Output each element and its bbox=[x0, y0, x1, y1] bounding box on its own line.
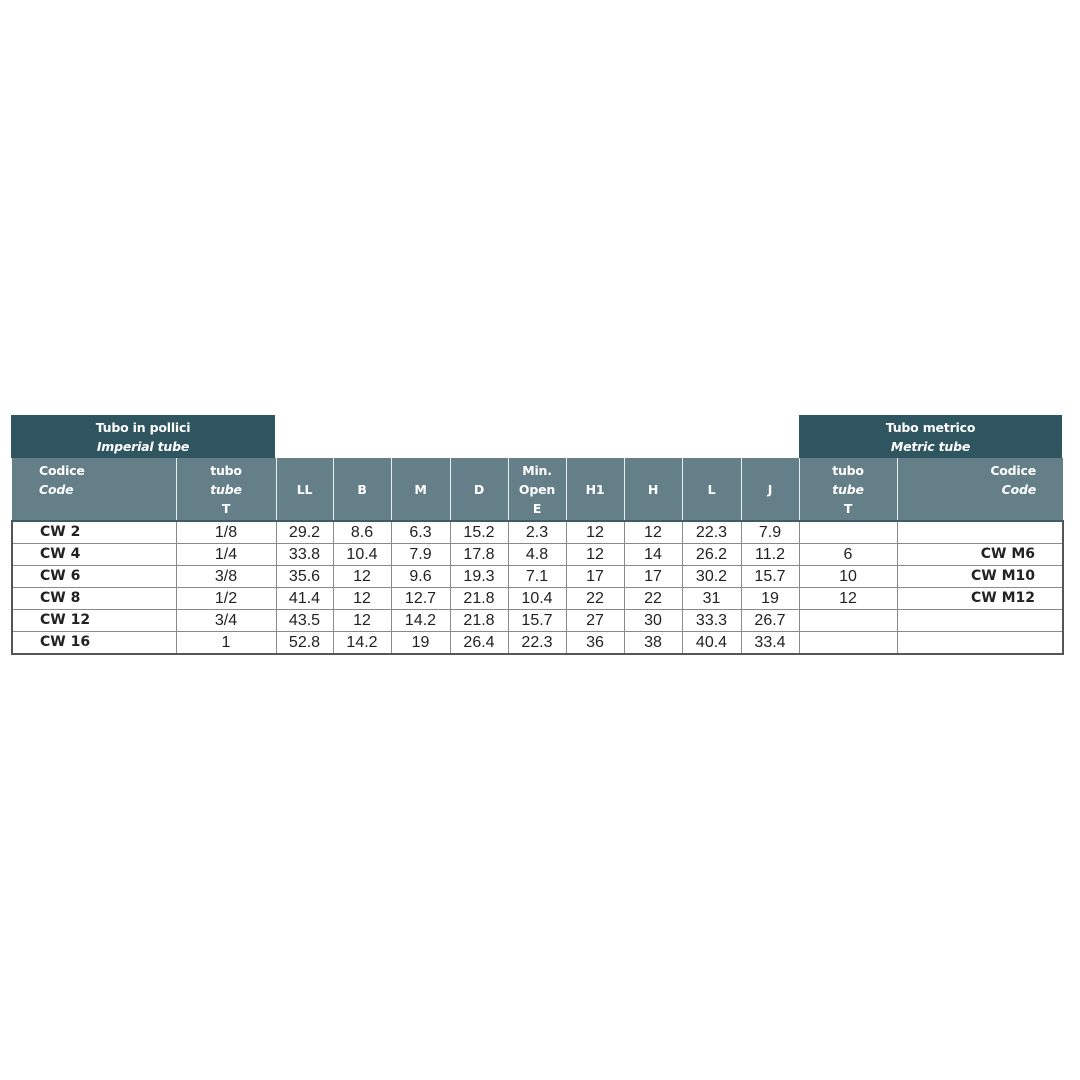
cell-H: 22 bbox=[624, 588, 682, 610]
cell-J: 11.2 bbox=[741, 544, 799, 566]
cell-code: CW 12 bbox=[12, 610, 176, 632]
cell-J: 26.7 bbox=[741, 610, 799, 632]
header-M: M bbox=[391, 458, 450, 521]
cell-LL: 33.8 bbox=[276, 544, 333, 566]
header-B: B bbox=[333, 458, 391, 521]
cell-M: 6.3 bbox=[391, 521, 450, 544]
header-tube: tubo tube T bbox=[176, 458, 276, 521]
header-metric-code: Codice Code bbox=[897, 458, 1063, 521]
table-row bbox=[12, 632, 1063, 655]
cell-H1: 22 bbox=[566, 588, 624, 610]
cell-M: 7.9 bbox=[391, 544, 450, 566]
table-row bbox=[12, 588, 1063, 610]
header-LL: LL bbox=[276, 458, 333, 521]
cell-D: 21.8 bbox=[450, 610, 508, 632]
cell-code: CW 16 bbox=[12, 632, 176, 655]
cell-E: 22.3 bbox=[508, 632, 566, 655]
cell-tube: 3/4 bbox=[176, 610, 276, 632]
cell-H1: 27 bbox=[566, 610, 624, 632]
cell-M: 12.7 bbox=[391, 588, 450, 610]
cell-E: 15.7 bbox=[508, 610, 566, 632]
cell-D: 21.8 bbox=[450, 588, 508, 610]
header-code: Codice Code bbox=[12, 458, 176, 521]
cell-code: CW 2 bbox=[12, 521, 176, 544]
cell-L: 31 bbox=[682, 588, 741, 610]
cell-LL: 52.8 bbox=[276, 632, 333, 655]
cell-H: 17 bbox=[624, 566, 682, 588]
cell-H1: 12 bbox=[566, 521, 624, 544]
cell-E: 7.1 bbox=[508, 566, 566, 588]
cell-E: 2.3 bbox=[508, 521, 566, 544]
cell-LL: 43.5 bbox=[276, 610, 333, 632]
cell-LL: 41.4 bbox=[276, 588, 333, 610]
cell-H1: 12 bbox=[566, 544, 624, 566]
metric-tube-group-header bbox=[799, 415, 1062, 458]
table-row bbox=[12, 521, 1063, 544]
cell-metric-code bbox=[897, 610, 1063, 632]
cell-J: 19 bbox=[741, 588, 799, 610]
cell-H: 30 bbox=[624, 610, 682, 632]
cell-D: 19.3 bbox=[450, 566, 508, 588]
cell-B: 10.4 bbox=[333, 544, 391, 566]
cell-metric-tube bbox=[799, 610, 897, 632]
cell-M: 9.6 bbox=[391, 566, 450, 588]
cell-H: 14 bbox=[624, 544, 682, 566]
imperial-group-title-it: Tubo in pollici bbox=[95, 419, 191, 435]
cell-tube: 3/8 bbox=[176, 566, 276, 588]
table-row bbox=[12, 544, 1063, 566]
cell-B: 8.6 bbox=[333, 521, 391, 544]
cell-LL: 35.6 bbox=[276, 566, 333, 588]
cell-metric-code: CW M6 bbox=[897, 544, 1063, 566]
cell-metric-tube bbox=[799, 632, 897, 655]
cell-code: CW 4 bbox=[12, 544, 176, 566]
cell-code: CW 8 bbox=[12, 588, 176, 610]
cell-tube: 1/4 bbox=[176, 544, 276, 566]
cell-metric-tube: 12 bbox=[799, 588, 897, 610]
cell-D: 26.4 bbox=[450, 632, 508, 655]
header-min-open: Min. Open E bbox=[508, 458, 566, 521]
cell-L: 30.2 bbox=[682, 566, 741, 588]
imperial-group-title-en: Imperial tube bbox=[96, 438, 190, 454]
cell-H: 38 bbox=[624, 632, 682, 655]
table-header bbox=[12, 458, 1063, 521]
cell-H1: 17 bbox=[566, 566, 624, 588]
cell-J: 33.4 bbox=[741, 632, 799, 655]
cell-L: 40.4 bbox=[682, 632, 741, 655]
cell-J: 15.7 bbox=[741, 566, 799, 588]
header-metric-tube: tubo tube T bbox=[799, 458, 897, 521]
cell-metric-tube: 6 bbox=[799, 544, 897, 566]
header-H: H bbox=[624, 458, 682, 521]
cell-B: 14.2 bbox=[333, 632, 391, 655]
metric-group-title-it: Tubo metrico bbox=[885, 419, 976, 435]
table-row bbox=[12, 566, 1063, 588]
cell-L: 22.3 bbox=[682, 521, 741, 544]
metric-group-title-en: Metric tube bbox=[890, 438, 971, 454]
header-J: J bbox=[741, 458, 799, 521]
cell-metric-code bbox=[897, 521, 1063, 544]
cell-metric-code: CW M10 bbox=[897, 566, 1063, 588]
cell-tube: 1/8 bbox=[176, 521, 276, 544]
imperial-tube-group-header bbox=[11, 415, 275, 458]
cell-B: 12 bbox=[333, 566, 391, 588]
cell-tube: 1/2 bbox=[176, 588, 276, 610]
cell-E: 10.4 bbox=[508, 588, 566, 610]
dimensions-table bbox=[11, 458, 1064, 655]
cell-metric-code: CW M12 bbox=[897, 588, 1063, 610]
cell-B: 12 bbox=[333, 588, 391, 610]
cell-D: 17.8 bbox=[450, 544, 508, 566]
cell-M: 19 bbox=[391, 632, 450, 655]
cell-tube: 1 bbox=[176, 632, 276, 655]
cell-L: 26.2 bbox=[682, 544, 741, 566]
header-H1: H1 bbox=[566, 458, 624, 521]
table-row bbox=[12, 610, 1063, 632]
cell-LL: 29.2 bbox=[276, 521, 333, 544]
cell-code: CW 6 bbox=[12, 566, 176, 588]
cell-E: 4.8 bbox=[508, 544, 566, 566]
cell-metric-tube bbox=[799, 521, 897, 544]
header-D: D bbox=[450, 458, 508, 521]
table-body bbox=[12, 521, 1063, 654]
cell-H1: 36 bbox=[566, 632, 624, 655]
cell-D: 15.2 bbox=[450, 521, 508, 544]
cell-B: 12 bbox=[333, 610, 391, 632]
cell-metric-tube: 10 bbox=[799, 566, 897, 588]
header-L: L bbox=[682, 458, 741, 521]
cell-J: 7.9 bbox=[741, 521, 799, 544]
cell-H: 12 bbox=[624, 521, 682, 544]
cell-metric-code bbox=[897, 632, 1063, 655]
cell-M: 14.2 bbox=[391, 610, 450, 632]
cell-L: 33.3 bbox=[682, 610, 741, 632]
